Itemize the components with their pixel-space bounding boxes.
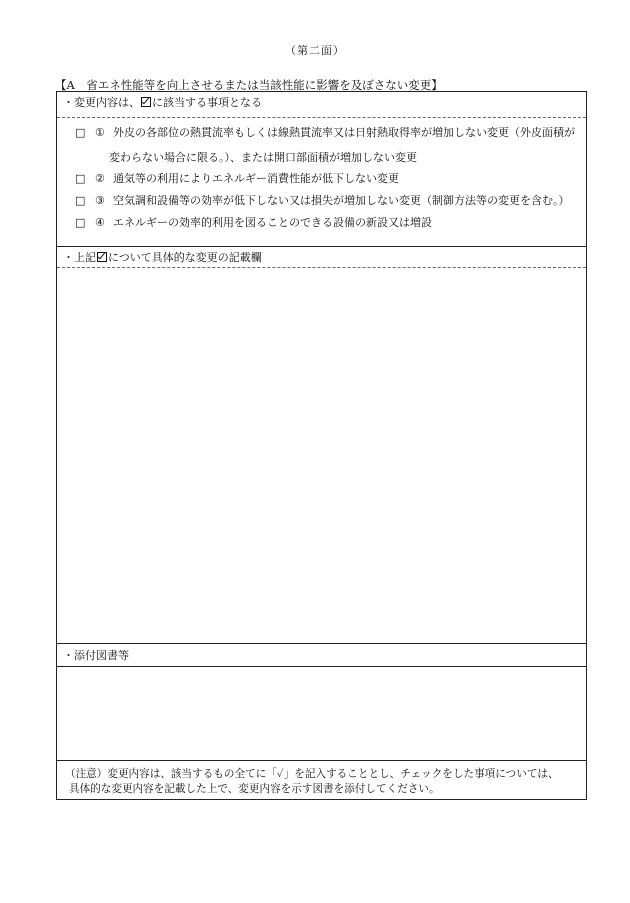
- notes-line-2: 具体的な変更内容を記載した上で、変更内容を示す図書を添付してください。: [69, 783, 440, 795]
- detail-header-prefix: ・上記: [63, 251, 96, 264]
- notes-line-1: （注意）変更内容は、該当するもの全てに「✓」を記入することとし、チェックをした事項については、: [65, 768, 559, 780]
- change-form: [56, 91, 587, 800]
- section-title: 【A 省エネ性能等を向上させるまたは当該性能に影響を及ぼさない変更】: [55, 78, 443, 92]
- checkmark-box-icon: [141, 97, 151, 107]
- option-3-checkbox[interactable]: □: [75, 194, 86, 207]
- page-label: （第二面）: [285, 44, 345, 57]
- option-4-checkbox[interactable]: □: [75, 216, 86, 229]
- attachments-header: ・添付図書等: [57, 643, 586, 667]
- option-4: [75, 216, 432, 230]
- detail-entry-area[interactable]: [57, 268, 586, 643]
- attachments-entry-area[interactable]: [57, 667, 586, 760]
- option-2: [75, 172, 399, 186]
- option-3: [75, 194, 570, 208]
- option-1-number: ①: [95, 126, 105, 139]
- option-1-checkbox[interactable]: □: [75, 126, 86, 139]
- checkmark-box-icon: [97, 252, 107, 262]
- option-2-text: 通気等の利用によりエネルギー消費性能が低下しない変更: [113, 172, 399, 185]
- option-1-text: 外皮の各部位の熱貫流率もしくは線熱貫流率又は日射熱取得率が増加しない変更（外皮面積が: [113, 126, 575, 139]
- option-3-text: 空気調和設備等の効率が低下しない又は損失が増加しない変更（制御方法等の変更を含む。）: [113, 194, 570, 207]
- option-4-text: エネルギーの効率的利用を図ることのできる設備の新設又は増設: [113, 216, 432, 229]
- option-1: [75, 126, 575, 140]
- option-1-continuation: 変わらない場合に限る。）、または開口部面積が増加しない変更: [109, 151, 417, 164]
- notes: [57, 760, 586, 801]
- option-3-number: ③: [95, 194, 105, 207]
- detail-header: [57, 246, 586, 268]
- change-content-header: [57, 92, 586, 118]
- change-content-header-suffix: に該当する事項となる: [152, 96, 262, 109]
- detail-header-suffix: について具体的な変更の記載欄: [108, 251, 262, 264]
- change-content-header-prefix: ・変更内容は、: [63, 96, 140, 109]
- option-4-number: ④: [95, 216, 105, 229]
- option-2-number: ②: [95, 172, 105, 185]
- option-2-checkbox[interactable]: □: [75, 172, 86, 185]
